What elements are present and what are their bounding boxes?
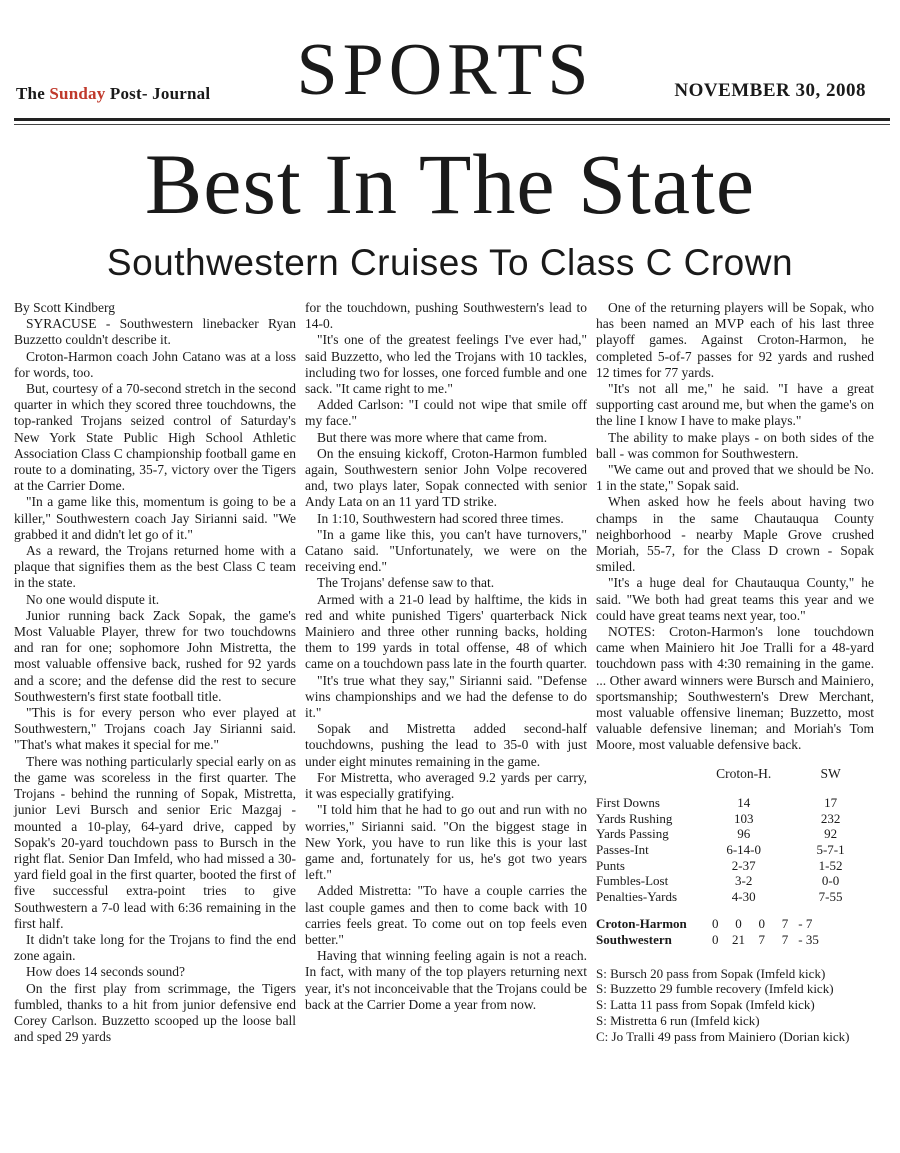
masthead: [14, 29, 876, 120]
paragraph: Armed with a 21-0 lead by halftime, the kids in red and white punished Tigers' quarterback Nick Mainiero and three other running backs, holding them to 199 yards in total offense, 48 of which came on a touchdown pass late in the fourth quarter.: [305, 591, 587, 672]
stats-row: [596, 842, 874, 858]
paragraph: "I told him that he had to go out and run with no worries," Sirianni said. "On the biggest stage in New York, you have to run like this is your last game and, fortunately for us, he's got two years left.": [305, 802, 587, 883]
paragraph: Junior running back Zack Sopak, the game's Most Valuable Player, threw for two touchdowns and ran for one; sophomore John Mistretta, the most valuable offensive back, rushed for 92 yards and a score; and the defense did the rest to secure Southwestern's first state football title.: [14, 607, 296, 704]
stats-team1-value: 3-2: [735, 873, 753, 889]
stats-label: Yards Rushing: [596, 810, 673, 826]
paragraph: It didn't take long for the Trojans to find the end zone again.: [14, 931, 296, 964]
paragraph: On the first play from scrimmage, the Tigers fumbled, thanks to a hit from junior defensive end Corey Carlson. Buzzetto scooped up the loose ball and sped 29 yards: [14, 980, 296, 1045]
score-q3: 7: [758, 932, 765, 948]
stats-team1-value: 6-14-0: [726, 842, 762, 858]
paragraph: "In a game like this, you can't have turnovers," Catano said. "Unfortunately, we were on the receiving end.": [305, 526, 587, 575]
stats-row: [596, 811, 874, 827]
stats-label: Punts: [596, 857, 625, 873]
score-q1: 0: [712, 916, 719, 932]
scoring-plays: [596, 966, 874, 1045]
masthead-rule-thin: [14, 124, 890, 125]
score-row-southwestern: Southwestern 0 21 7 7 - 35: [596, 932, 819, 948]
article-column-3: [596, 300, 874, 1045]
stats-row: [596, 795, 874, 811]
paragraph: for the touchdown, pushing Southwestern's lead to 14-0.: [305, 300, 587, 332]
paragraph: Added Mistretta: "To have a couple carries the last couple games and then to come back with 10 carries feels great. To come out on top feels even better.": [305, 883, 587, 947]
scoring-play: S: Mistretta 6 run (Imfeld kick): [596, 1013, 760, 1029]
publication-date: NOVEMBER 30, 2008: [674, 80, 866, 101]
stats-header-row: [596, 766, 874, 796]
paragraph: SYRACUSE - Southwestern linebacker Ryan Buzzetto couldn't describe it.: [14, 316, 296, 348]
paragraph: There was nothing particularly special early on as the game was scoreless in the first quarter. The Trojans - behind the running of Sopak, Mistretta, junior Levi Bursch and senior Eric Mazgaj - mounted a 10-play, 64-yard drive, capped by Sopak's 20-yard touchdown pass to Bursch in the right flat. Senior Dan Imfeld, who had missed a 30-yard field goal in the first quarter, booted the first of five successful extra-point tries to give Southwestern a 7-0 lead with 6:36 remaining in the first half.: [14, 753, 296, 931]
stats-label: Fumbles-Lost: [596, 873, 669, 889]
stats-row: [596, 873, 874, 889]
scoring-play: C: Jo Tralli 49 pass from Mainiero (Dorian kick): [596, 1028, 850, 1044]
score-q1: 0: [712, 932, 719, 948]
scoring-play: S: Latta 11 pass from Sopak (Imfeld kick): [596, 997, 815, 1013]
paragraph: "In a game like this, momentum is going to be a killer," Southwestern coach Jay Sirianni said. "We grabbed it and didn't let go of it.": [14, 494, 296, 542]
stats-team1-header: Croton-H.: [716, 765, 772, 781]
score-total: 7: [805, 916, 813, 932]
paragraph: Croton-Harmon coach John Catano was at a loss for words, too.: [14, 348, 296, 380]
article-column-2: [305, 300, 587, 1013]
paragraph: One of the returning players will be Sopak, who has been named an MVP each of his last three playoff games. Against Croton-Harmon, he completed 5-of-7 passes for 92 yards and rushed 12 times for 77 yards.: [596, 300, 874, 380]
paragraph: "This is for every person who ever played at Southwestern," Trojans coach Jay Sirianni said. "That's what makes it special for me.": [14, 705, 296, 753]
score-q3: 0: [758, 916, 765, 932]
article-column-1: [14, 300, 296, 1045]
notes-paragraph: NOTES: Croton-Harmon's lone touchdown came when Mainiero hit Joe Tralli for a 48-yard touchdown pass with 4:30 remaining in the game. ... Other award winners were Bursch and Mainiero, sportsmanship; Southwestern's Drew Merchant, most valuable offensive lineman; Buzzetto, most valuable defensive lineman; and Moriah's Tom Moore, most valuable defensive back.: [596, 624, 874, 753]
scoring-play: S: Bursch 20 pass from Sopak (Imfeld kick): [596, 965, 826, 981]
paragraph: For Mistretta, who averaged 9.2 yards per carry, it was especially gratifying.: [305, 769, 587, 802]
stats-label: Penalties-Yards: [596, 888, 678, 904]
stats-team1-value: 96: [737, 826, 751, 842]
team-stats-table: [596, 766, 874, 905]
score-q2: 21: [732, 932, 745, 948]
stats-team1-value: 2-37: [731, 857, 756, 873]
paper-name-prefix: The: [16, 84, 45, 103]
stats-label: First Downs: [596, 795, 660, 811]
stats-row: [596, 858, 874, 874]
score-q4: 7: [781, 932, 789, 948]
paragraph: But, courtesy of a 70-second stretch in the second quarter in which they scored three touchdowns, the top-ranked Trojans seized control of Saturday's New York State Public High School Athletic Association Class C championship football game en route to a dominating, 35-7, victory over the Tigers at the Carrier Dome.: [14, 381, 296, 494]
stats-team2-value: 17: [824, 795, 838, 811]
stats-label: Yards Passing: [596, 826, 669, 842]
stats-team2-header: SW: [820, 765, 841, 781]
stats-team1-value: 14: [737, 795, 751, 811]
paragraph: As a reward, the Trojans returned home with a plaque that signifies them as the best Class C team in the state.: [14, 543, 296, 591]
headline: Best In The State: [144, 136, 756, 232]
stats-team2-value: 232: [820, 810, 841, 826]
score-q4: 7: [781, 916, 789, 932]
paper-name-sunday: Sunday: [49, 84, 106, 103]
stats-row: [596, 889, 874, 905]
stats-team2-value: 0-0: [821, 873, 840, 889]
paragraph: The Trojans' defense saw to that.: [317, 575, 495, 591]
paragraph: "It's a huge deal for Chautauqua County," he said. "We both had great teams this year and we could have great teams next year, too.": [596, 575, 874, 623]
paragraph: The ability to make plays - on both sides of the ball - was common for Southwestern.: [596, 429, 874, 461]
paragraph: "It's one of the greatest feelings I've ever had," said Buzzetto, who led the Trojans with 10 tackles, including two for losses, one forced fumble and one sack. "It came right to me.": [305, 332, 587, 397]
score-team-name: Croton-Harmon: [596, 916, 687, 932]
section-title: SPORTS: [296, 29, 594, 111]
paper-name-suffix: Post- Journal: [109, 84, 211, 103]
byline: By Scott Kindberg: [14, 300, 115, 315]
score-q2: 0: [735, 916, 742, 932]
paragraph: Added Carlson: "I could not wipe that smile off my face.": [305, 397, 587, 429]
masthead-rule: [14, 118, 890, 121]
score-team-name: Southwestern: [596, 932, 672, 948]
stats-team2-value: 7-55: [818, 888, 843, 904]
paragraph: When asked how he feels about having two champs in the same Chautauqua County neighborhood - nearby Maple Grove crushed Moriah, 55-7, for the Class D crown - Sopak smiled.: [596, 494, 874, 575]
stats-team2-value: 92: [824, 826, 838, 842]
stats-team1-value: 4-30: [731, 888, 756, 904]
stats-label: Passes-Int: [596, 842, 649, 858]
paragraph: "It's true what they say," Sirianni said. "Defense wins championships and we had the defense to do it.": [305, 672, 587, 721]
scoring-play: S: Buzzetto 29 fumble recovery (Imfeld kick): [596, 981, 834, 997]
paragraph: No one would dispute it.: [26, 591, 160, 607]
paragraph: Sopak and Mistretta added second-half touchdowns, pushing the lead to 35-0 with just under eight minutes remaining in the game.: [305, 721, 587, 769]
stats-team1-value: 103: [733, 810, 754, 826]
stats-team2-value: 1-52: [818, 857, 843, 873]
score-row-croton: Croton-Harmon 0 0 0 7 - 7: [596, 916, 813, 932]
paragraph: Having that winning feeling again is not a reach. In fact, with many of the top players returning next year, it's not inconceivable that the Trojans could be back at the Carrier Dome a year from now.: [305, 948, 587, 1012]
paragraph: But there was more where that came from.: [317, 429, 548, 445]
paragraph: "We came out and proved that we should be No. 1 in the state," Sopak said.: [596, 462, 874, 494]
paragraph: In 1:10, Southwestern had scored three times.: [317, 510, 564, 526]
paragraph: On the ensuing kickoff, Croton-Harmon fumbled again, Southwestern senior John Volpe recovered and, two plays later, Sopak connected with senior Andy Lata on an 11 yard TD strike.: [305, 445, 587, 510]
paragraph: How does 14 seconds sound?: [26, 964, 185, 980]
subheadline: Southwestern Cruises To Class C Crown: [106, 242, 794, 283]
score-total: 35: [805, 932, 819, 948]
stats-team2-value: 5-7-1: [816, 842, 845, 858]
score-by-quarter: [596, 916, 874, 947]
paragraph: "It's not all me," he said. "I have a great supporting cast around me, but when the game's on the line I know I have to make plays.": [596, 381, 874, 429]
stats-row: [596, 826, 874, 842]
team-stats-box: [596, 766, 874, 905]
